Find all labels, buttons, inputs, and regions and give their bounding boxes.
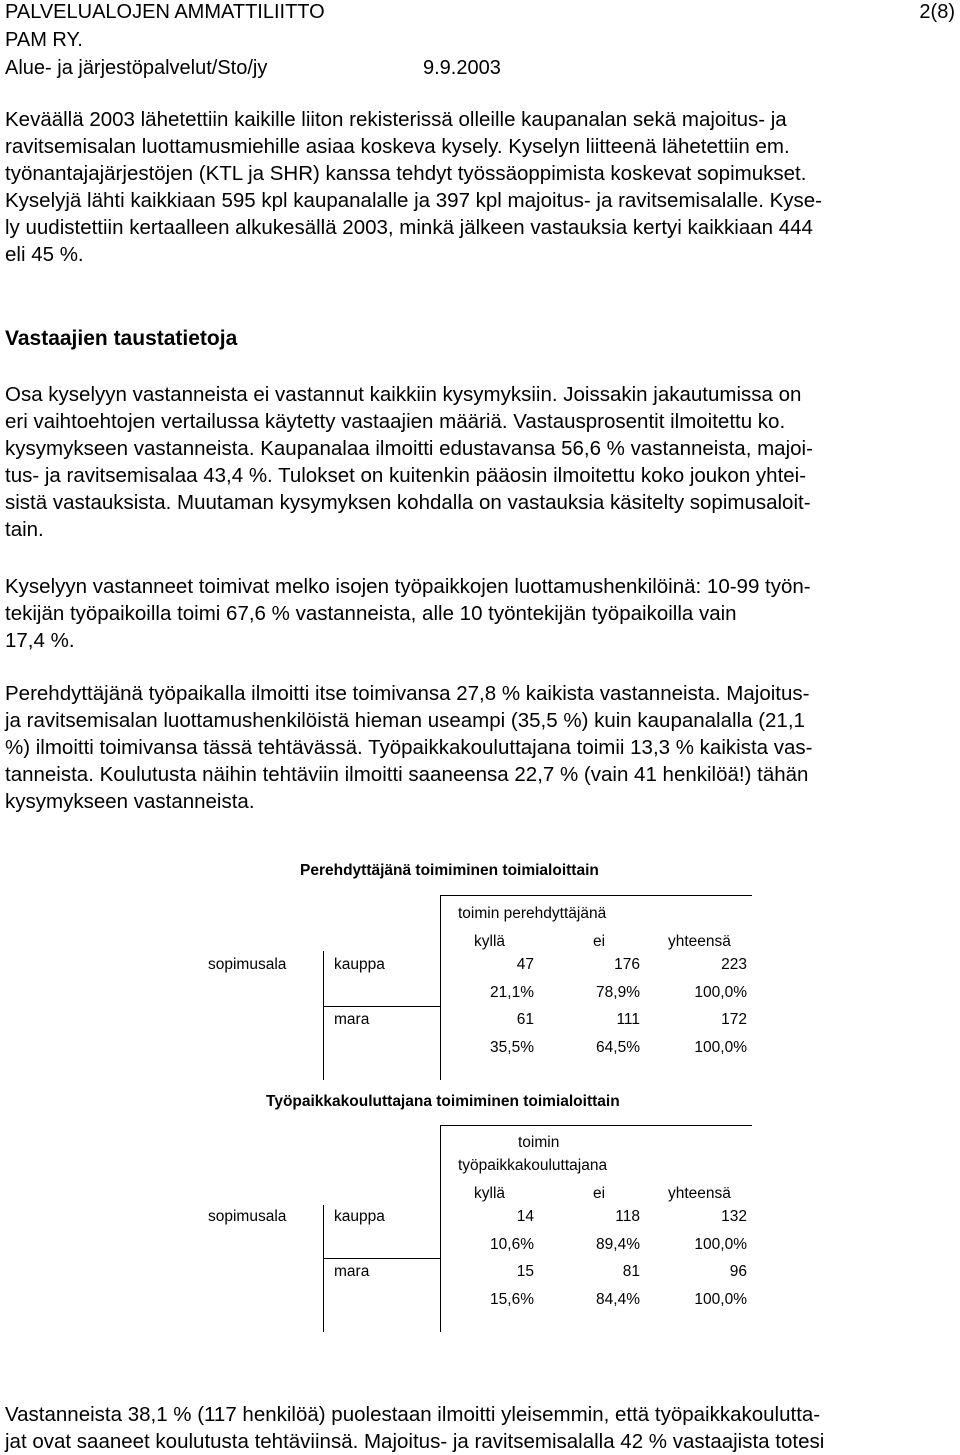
table-cell: 223 bbox=[721, 956, 747, 973]
text-line: eli 45 %. bbox=[5, 243, 84, 266]
table-cell: 96 bbox=[729, 1263, 747, 1280]
text-line: kysymykseen vastanneista. Kaupanalaa ilmoitti edustavansa 56,6 % vastanneista, majoi- bbox=[5, 437, 813, 460]
text-line: ravitsemisalan luottamusmiehille asiaa koskeva kysely. Kyselyn liitteenä lähetettiin em. bbox=[5, 135, 790, 158]
table-cell: 176 bbox=[614, 956, 640, 973]
text-line: Osa kyselyyn vastanneista ei vastannut kaikkiin kysymyksiin. Joissakin jakautumissa on bbox=[5, 383, 802, 406]
table-cell: 64,5% bbox=[596, 1039, 640, 1056]
table-cell: 100,0% bbox=[694, 1236, 747, 1253]
header-page-number: 2(8) bbox=[919, 1, 955, 23]
text-line: eri vaihtoehtojen vertailussa käytetty vastaajien määriä. Vastausprosentit ilmoitettu ko. bbox=[5, 410, 786, 433]
row-group-label: sopimusala bbox=[208, 956, 287, 973]
column-group-header: toimin perehdyttäjänä bbox=[458, 905, 607, 922]
column-header: yhteensä bbox=[668, 933, 731, 950]
row-label: kauppa bbox=[334, 1208, 385, 1225]
table-cell: 100,0% bbox=[694, 1291, 747, 1308]
table-cell: 81 bbox=[622, 1263, 640, 1280]
text-line: Kyselyjä lähti kaikkiaan 595 kpl kaupanalalle ja 397 kpl majoitus- ja ravitsemisalalle. Kyse- bbox=[5, 189, 822, 212]
table-border bbox=[440, 1125, 752, 1126]
column-header: yhteensä bbox=[668, 1185, 731, 1202]
text-line: Keväällä 2003 lähetettiin kaikille liiton rekisterissä olleille kaupanalan sekä majoitus- ja bbox=[5, 108, 787, 131]
text-line: jat ovat saaneet koulutusta tehtäviinsä. Majoitus- ja ravitsemisalalla 42 % vastaajista totesi bbox=[5, 1430, 825, 1453]
table-cell: 111 bbox=[616, 1011, 640, 1028]
text-line: Vastanneista 38,1 % (117 henkilöä) puolestaan ilmoitti yleisemmin, että työpaikkakoulutta- bbox=[5, 1403, 821, 1426]
table-title: Työpaikkakouluttajana toimiminen toimialoittain bbox=[266, 1093, 620, 1110]
column-header: kyllä bbox=[474, 933, 506, 950]
table-cell: 15 bbox=[516, 1263, 534, 1280]
table-cell: 78,9% bbox=[596, 984, 640, 1001]
column-header: ei bbox=[593, 1185, 606, 1202]
table-cell: 118 bbox=[615, 1208, 640, 1225]
text-line: Kyselyyn vastanneet toimivat melko isojen työpaikkojen luottamushenkilöinä: 10-99 työn- bbox=[5, 575, 811, 598]
column-group-header: työpaikkakouluttajana bbox=[458, 1157, 608, 1174]
table-cell: 15,6% bbox=[490, 1291, 534, 1308]
table-cell: 21,1% bbox=[490, 984, 534, 1001]
column-header: kyllä bbox=[474, 1185, 506, 1202]
section-heading: Vastaajien taustatietoja bbox=[5, 327, 238, 350]
header-org-short: PAM RY. bbox=[5, 29, 83, 51]
table-cell: 100,0% bbox=[694, 984, 747, 1001]
header-date: 9.9.2003 bbox=[423, 57, 501, 79]
table-cell: 10,6% bbox=[490, 1236, 534, 1253]
table-border bbox=[440, 895, 752, 896]
text-line: ja ravitsemisalan luottamushenkilöistä hieman useampi (35,5 %) kuin kaupanalalla (21,1 bbox=[5, 709, 805, 732]
table-border bbox=[440, 1125, 441, 1332]
text-line: %) ilmoitti toimivansa tässä tehtävässä. Työpaikkakouluttajana toimii 13,3 % kaikista vas- bbox=[5, 736, 813, 759]
table-cell: 89,4% bbox=[596, 1236, 640, 1253]
text-line: tekijän työpaikoilla toimi 67,6 % vastanneista, alle 10 työntekijän työpaikoilla vain bbox=[5, 602, 737, 625]
table-title: Perehdyttäjänä toimiminen toimialoittain bbox=[300, 862, 599, 879]
text-line: tus- ja ravitsemisalaa 43,4 %. Tulokset on kuitenkin pääosin ilmoitettu koko joukon yhtei- bbox=[5, 464, 807, 487]
row-label: kauppa bbox=[334, 956, 385, 973]
table-cell: 132 bbox=[721, 1208, 747, 1225]
header-department: Alue- ja järjestöpalvelut/Sto/jy bbox=[5, 57, 268, 79]
table-border bbox=[323, 951, 324, 1080]
table-border bbox=[323, 1258, 440, 1259]
table-cell: 47 bbox=[516, 956, 534, 973]
table-cell: 14 bbox=[516, 1208, 534, 1225]
table-border bbox=[323, 1006, 440, 1007]
text-line: Perehdyttäjänä työpaikalla ilmoitti itse toimivansa 27,8 % kaikista vastanneista. Majoitus- bbox=[5, 682, 810, 705]
text-line: työnantajajärjestöjen (KTL ja SHR) kanssa tehdyt työssäoppimista koskevat sopimukset. bbox=[5, 162, 807, 185]
table-cell: 35,5% bbox=[490, 1039, 534, 1056]
row-label: mara bbox=[334, 1011, 370, 1028]
text-line: 17,4 %. bbox=[5, 629, 75, 652]
table-cell: 172 bbox=[721, 1011, 747, 1028]
table-cell: 100,0% bbox=[694, 1039, 747, 1056]
table-border bbox=[323, 1205, 324, 1332]
table-cell: 61 bbox=[516, 1011, 534, 1028]
column-group-header: toimin bbox=[518, 1134, 560, 1151]
table-cell: 84,4% bbox=[596, 1291, 640, 1308]
text-line: tanneista. Koulutusta näihin tehtäviin ilmoitti saaneensa 22,7 % (vain 41 henkilöä!) tähän bbox=[5, 763, 809, 786]
text-line: kysymykseen vastanneista. bbox=[5, 790, 255, 813]
table-border bbox=[440, 895, 441, 1080]
text-line: tain. bbox=[5, 518, 44, 541]
text-line: ly uudistettiin kertaalleen alkukesällä 2003, minkä jälkeen vastauksia kertyi kaikkiaan 444 bbox=[5, 216, 813, 239]
text-line: sistä vastauksista. Muutaman kysymyksen kohdalla on vastauksia käsitelty sopimusaloit- bbox=[5, 491, 811, 514]
column-header: ei bbox=[593, 933, 606, 950]
header-org: PALVELUALOJEN AMMATTILIITTO bbox=[5, 1, 325, 23]
row-group-label: sopimusala bbox=[208, 1208, 287, 1225]
row-label: mara bbox=[334, 1263, 370, 1280]
